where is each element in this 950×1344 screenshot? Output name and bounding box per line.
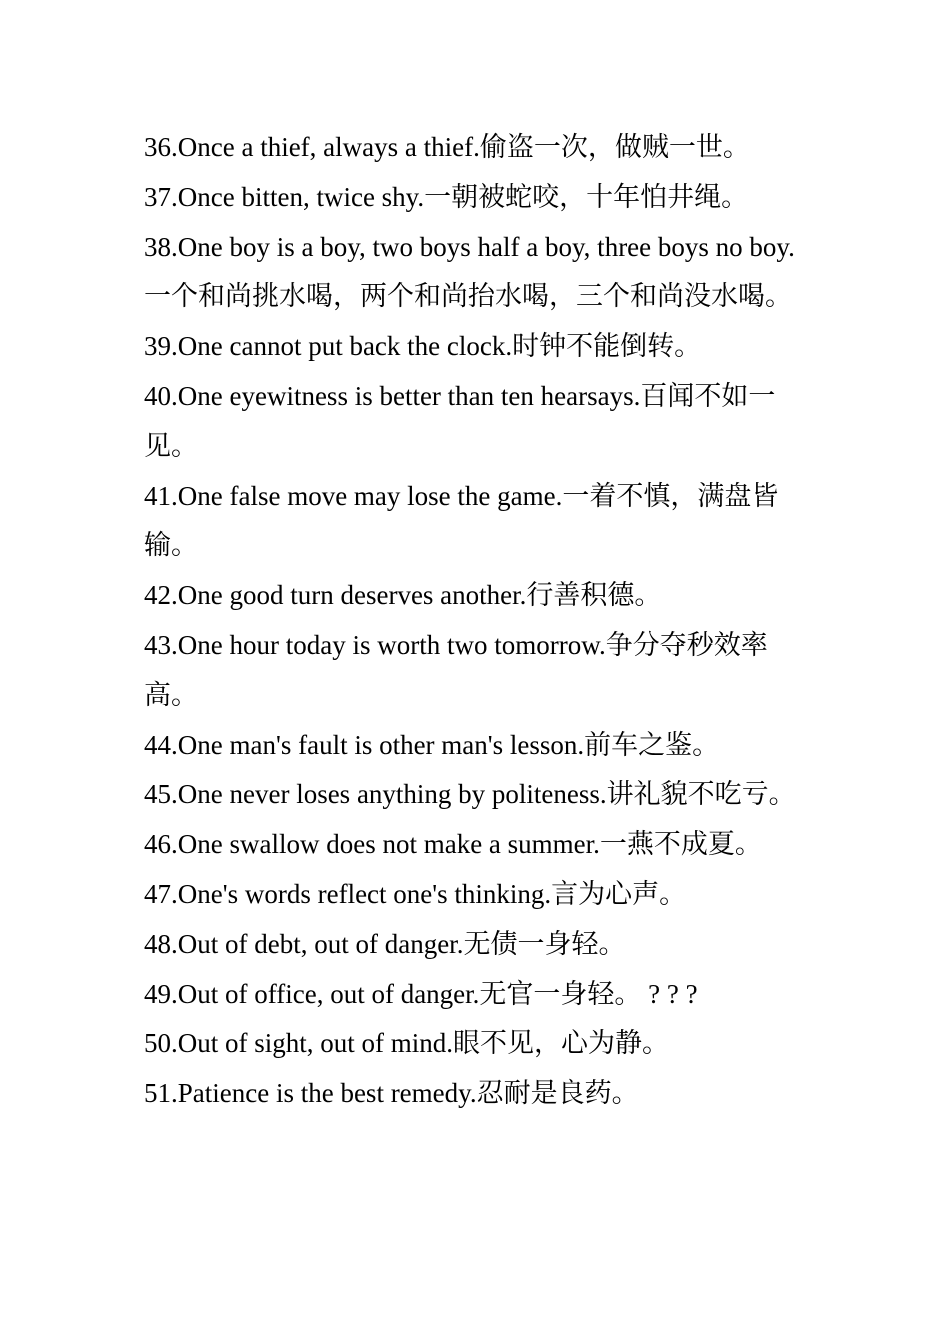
proverb-47: 47.One's words reflect one's thinking.言为心声。: [144, 878, 687, 909]
proverb-40: 40.One eyewitness is better than ten hearsays.百闻不如一见。: [144, 380, 776, 461]
proverb-36: 36.Once a thief, always a thief.偷盗一次，做贼一世。: [144, 132, 750, 162]
proverb-41: 41.One false move may lose the game.一着不慎，满盘皆输。: [144, 480, 779, 561]
proverb-43: 43.One hour today is worth two tomorrow.争分夺秒效率高。: [144, 629, 768, 710]
proverb-45: 45.One never loses anything by politeness.讲礼貌不吃亏。: [144, 779, 796, 810]
proverb-37: 37.Once bitten, twice shy.一朝被蛇咬，十年怕井绳。: [144, 181, 749, 212]
proverb-49: 49.Out of office, out of danger.无官一身轻。 ? ? ?: [144, 978, 698, 1009]
proverb-38: 38.One boy is a boy, two boys half a boy, three boys no boy.一个和尚挑水喝，两个和尚抬水喝，三个和尚没水喝。: [144, 231, 795, 312]
proverb-44: 44.One man's fault is other man's lesson.前车之鉴。: [144, 729, 720, 760]
proverb-48: 48.Out of debt, out of danger.无债一身轻。: [144, 928, 626, 959]
proverb-39: 39.One cannot put back the clock.时钟不能倒转。: [144, 331, 702, 362]
proverb-42: 42.One good turn deserves another.行善积德。: [144, 580, 662, 611]
proverb-46: 46.One swallow does not make a summer.一燕不成夏。: [144, 829, 762, 860]
proverb-50: 50.Out of sight, out of mind.眼不见，心为静。: [144, 1028, 669, 1059]
document-page: [144, 123, 810, 1119]
proverb-51: 51.Patience is the best remedy.忍耐是良药。: [144, 1078, 639, 1109]
